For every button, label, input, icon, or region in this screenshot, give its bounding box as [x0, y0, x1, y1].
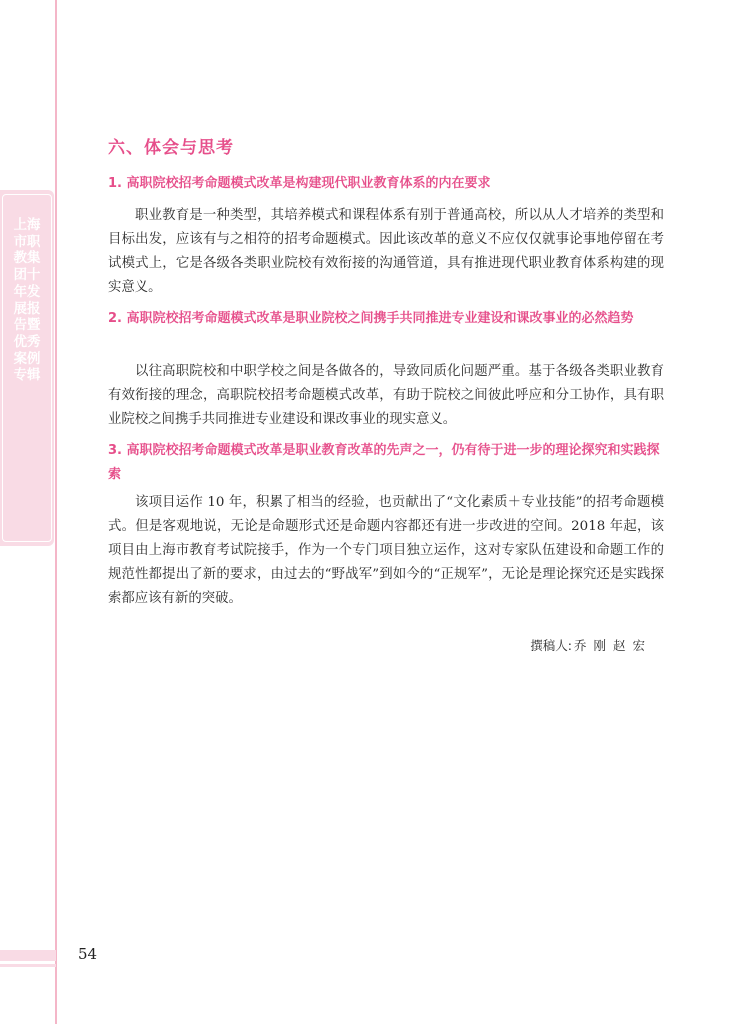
subsection-title-2: 2. 高职院校招考命题模式改革是职业院校之间携手共同推进专业建设和课改事业的必然趋势	[108, 311, 634, 326]
subsection-title-1: 1. 高职院校招考命题模式改革是构建现代职业教育体系的内在要求	[108, 176, 491, 191]
subsection-body-1: 职业教育是一种类型，其培养模式和课程体系有别于普通高校，所以从人才培养的类型和目标出发，应该有与之相符的招考命题模式。因此该改革的意义不应仅仅就事论事地停留在考试模式上，它是各级各类职业院校有效衔接的沟通管道，具有推进现代职业教育体系构建的现实意义。	[108, 208, 664, 295]
subsection-title-3: 3. 高职院校招考命题模式改革是职业教育改革的先声之一，仍有待于进一步的理论探究和实践探索	[108, 443, 660, 482]
footer-band-thin	[0, 964, 56, 967]
subsection-body-3: 该项目运作 10 年，积累了相当的经验，也贡献出了“文化素质＋专业技能”的招考命题模式。但是客观地说，无论是命题形式还是命题内容都还有进一步改进的空间。2018 年起，该项目由上海市教育考试院接手，作为一个专门项目独立运作，这对专家队伍建设和命题工作的规范性都提出了新的要求，由过去的“野战军”到如今的“正规军”，无论是理论探究还是实践探索都应该有新的突破。	[108, 495, 664, 606]
page-number: 54	[78, 945, 98, 963]
author-label: 撰稿人:	[530, 638, 572, 653]
subsection-body-2: 以往高职院校和中职学校之间是各做各的，导致同质化问题严重。基于各级各类职业教育有效衔接的理念，高职院校招考命题模式改革，有助于院校之间彼此呼应和分工协作，具有职业院校之间携手共同推进专业建设和课改事业的现实意义。	[108, 364, 664, 427]
author-names: 乔刚赵宏	[573, 638, 652, 653]
author-credit	[530, 636, 652, 654]
footer-band	[0, 950, 56, 961]
margin-rule	[55, 0, 57, 1024]
section-heading: 六、体会与思考	[108, 138, 234, 158]
sidebar-vertical-title: 上海市职教集团十年发展报告暨优秀案例专辑	[13, 218, 41, 384]
sidebar-tab	[0, 190, 54, 546]
